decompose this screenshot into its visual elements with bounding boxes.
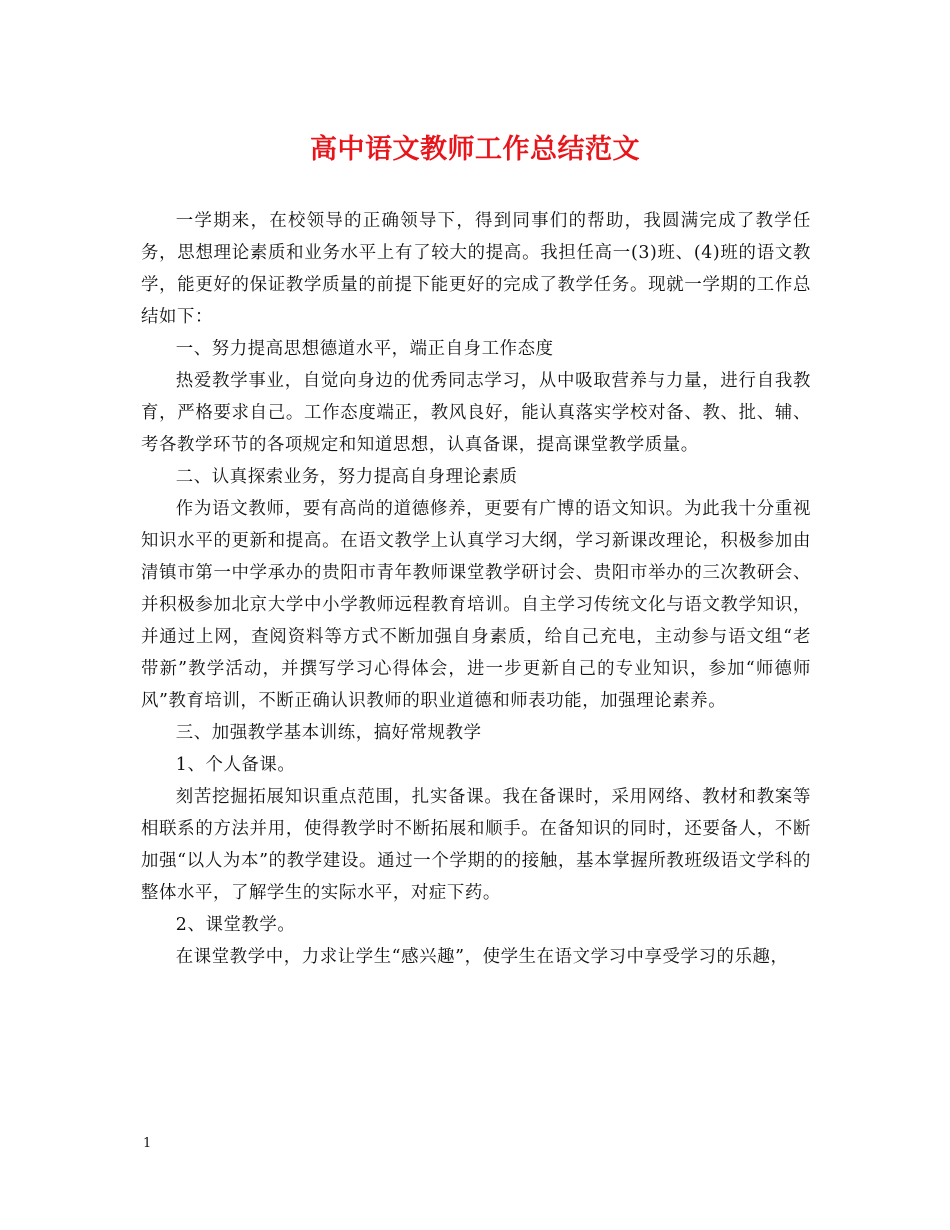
- heading-section-1: 一、努力提高思想德道水平，端正自身工作态度: [175, 339, 554, 359]
- subheading-lesson-prep: 1、个人备课。: [175, 755, 296, 775]
- heading-section-3: 三、加强教学基本训练，搞好常规教学: [175, 723, 482, 743]
- heading-section-2: 二、认真探索业务，努力提高自身理论素质: [175, 467, 518, 487]
- paragraph-classroom-teaching: 在课堂教学中，力求让学生“感兴趣”，使学生在语文学习中享受学习的乐趣，: [175, 947, 789, 967]
- subheading-classroom-teaching: 2、课堂教学。: [175, 915, 296, 935]
- document-title: 高中语文教师工作总结范文: [310, 134, 640, 165]
- paragraph-lesson-prep: 刻苦挖掘拓展知识重点范围，扎实备课。我在备课时，采用网络、教材和教案等相联系的方法并用，使得教学时不断拓展和顺手。在备知识的同时，还要备人，不断加强“以人为本”的教学建设。通过一个学期的的接触，基本掌握所教班级语文学科的整体水平，了解学生的实际水平，对症下药。: [141, 787, 811, 903]
- page-number: 1: [143, 1136, 152, 1151]
- paragraph-section-2: 作为语文教师，要有高尚的道德修养，更要有广博的语文知识。为此我十分重视知识水平的更新和提高。在语文教学上认真学习大纲，学习新课改理论，积极参加由清镇市第一中学承办的贵阳市青年教师课堂教学研讨会、贵阳市举办的三次教研会、并积极参加北京大学中小学教师远程教育培训。自主学习传统文化与语文教学知识，并通过上网，查阅资料等方式不断加强自身素质，给自己充电，主动参与语文组“老带新”教学活动，并撰写学习心得体会，进一步更新自己的专业知识，参加“师德师风”教育培训，不断正确认识教师的职业道德和师表功能，加强理论素养。: [141, 499, 811, 711]
- paragraph-intro: 一学期来，在校领导的正确领导下，得到同事们的帮助，我圆满完成了教学任务，思想理论素质和业务水平上有了较大的提高。我担任高一(3)班、(4)班的语文教学，能更好的保证教学质量的前提下能更好的完成了教学任务。现就一学期的工作总结如下：: [141, 211, 811, 327]
- document-body: [141, 205, 811, 973]
- paragraph-section-1: 热爱教学事业，自觉向身边的优秀同志学习，从中吸取营养与力量，进行自我教育，严格要求自己。工作态度端正，教风良好，能认真落实学校对备、教、批、辅、考各教学环节的各项规定和知道思想，认真备课，提高课堂教学质量。: [141, 371, 811, 455]
